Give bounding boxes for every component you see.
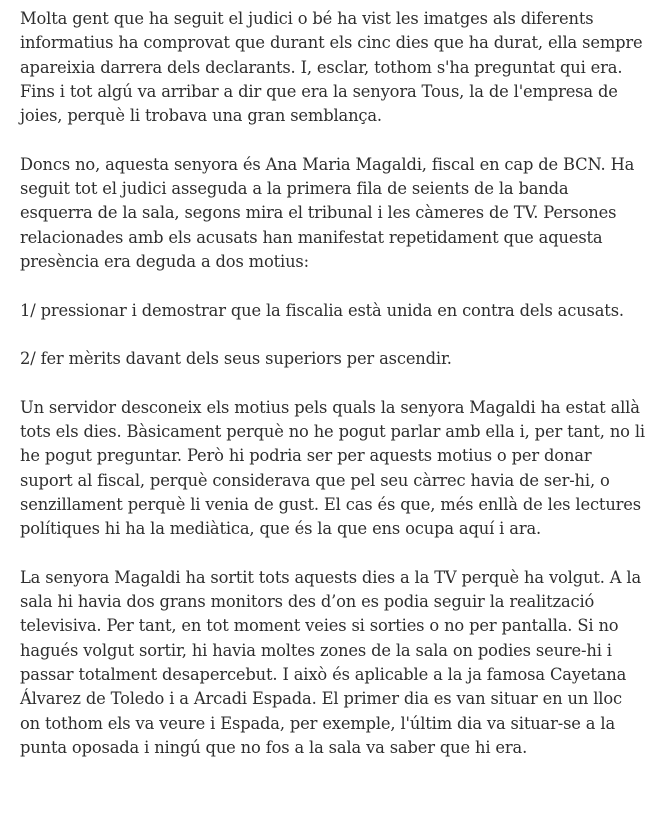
paragraph-2: Doncs no, aquesta senyora és Ana Maria Magaldi, fiscal en cap de BCN. Ha seguit tot el judici asseguda a la primera fila de seients de la banda esquerra de la sala, segons mira el tribunal i les càmeres de TV. Persones relacionades amb els acusats han manifestat repetidament que aquesta presència era deguda a dos motius:: [20, 154, 635, 271]
paragraph-3: 1/ pressionar i demostrar que la fiscalia està unida en contra dels acusats.: [20, 300, 624, 320]
paragraph-6: La senyora Magaldi ha sortit tots aquests dies a la TV perquè ha volgut. A la sala hi havia dos grans monitors des d’on es podia seguir la realització televisiva. Per tant, en tot moment veies si sorties o no per pantalla. Si no hagués volgut sortir, hi havia moltes zones de la sala on podies seure-hi i passar totalment desapercebut. I això és aplicable a la ja famosa Cayetana Álvarez de Toledo i a Arcadi Espada. El primer dia es van situar en un lloc on tothom els va veure i Espada, per exemple, l'últim dia va situar-se a la punta oposada i ningú que no fos a la sala va saber que hi era.: [20, 567, 642, 757]
paragraph-5: Un servidor desconeix els motius pels quals la senyora Magaldi ha estat allà tots els dies. Bàsicament perquè no he pogut parlar amb ella i, per tant, no li he pogut preguntar. Però hi podria ser per aquests motius o per donar suport al fiscal, perquè considerava que pel seu càrrec havia de ser-hi, o senzillament perquè li venia de gust. El cas és que, més enllà de les lectures polítiques hi ha la mediàtica, que és la que ens ocupa aquí i ara.: [20, 397, 645, 539]
paragraph-1: Molta gent que ha seguit el judici o bé ha vist les imatges als diferents informatius ha comprovat que durant els cinc dies que ha durat, ella sempre apareixia darrera dels declarants. I, esclar, tothom s'ha preguntat qui era. Fins i tot algú va arribar a dir que era la senyora Tous, la de l'empresa de joies, perquè li trobava una gran semblança.: [20, 9, 643, 126]
paragraph-4: 2/ fer mèrits davant dels seus superiors per ascendir.: [20, 349, 452, 369]
article-body: [20, 7, 646, 760]
